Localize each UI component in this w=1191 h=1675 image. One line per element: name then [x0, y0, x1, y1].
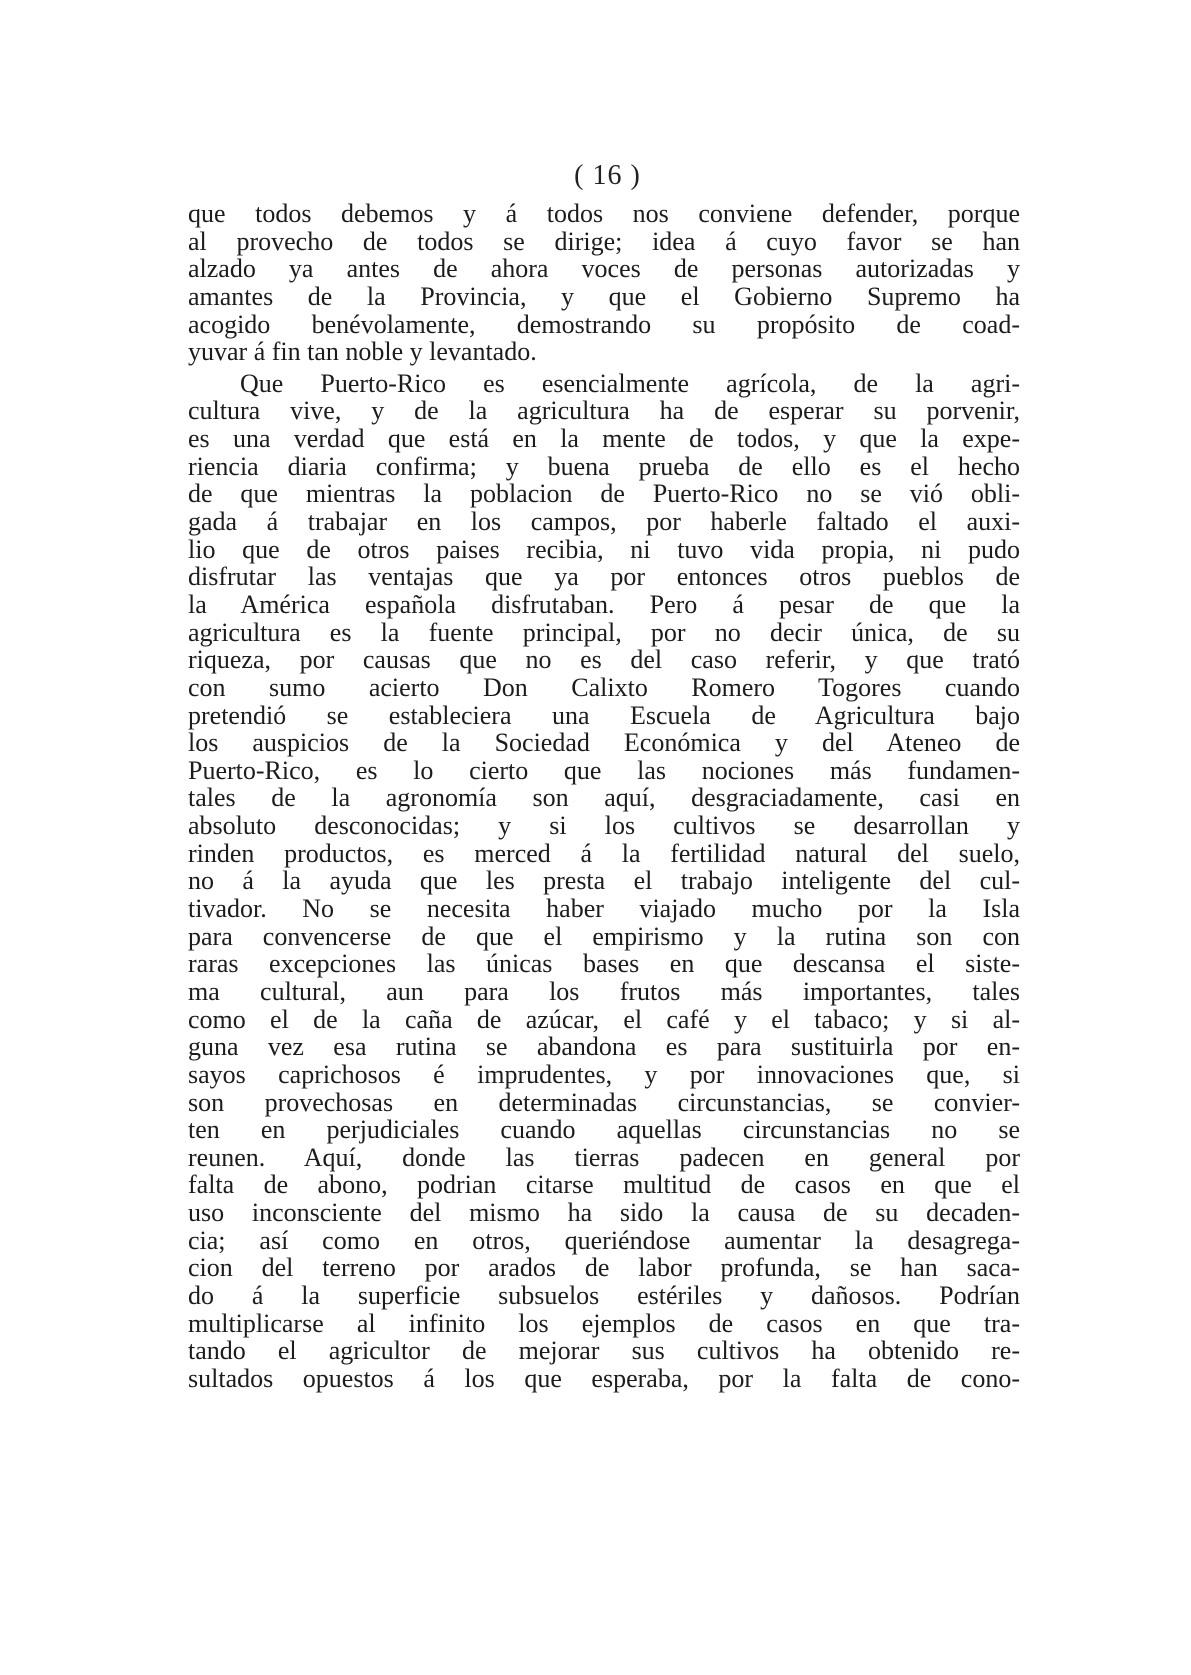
- text-line: de que mientras la poblacion de Puerto-Rico no se vió obli-: [188, 479, 1020, 509]
- text-line: que todos debemos y á todos nos conviene defender, porque: [188, 199, 1020, 228]
- text-line: agricultura es la fuente principal, por no decir única, de su: [188, 617, 1020, 647]
- text-line: disfrutar las ventajas que ya por entonces otros pueblos de: [188, 562, 1020, 592]
- text-line: con sumo acierto Don Calixto Romero Togores cuando: [188, 672, 1020, 702]
- text-line: al provecho de todos se dirige; idea á cuyo favor se han: [188, 226, 1020, 256]
- text-line: acogido benévolamente, demostrando su propósito de coad-: [188, 309, 1020, 339]
- text-line: amantes de la Provincia, y que el Gobierno Supremo ha: [188, 281, 1020, 311]
- text-line: alzado ya antes de ahora voces de personas autorizadas y: [188, 254, 1020, 284]
- text-line: tales de la agronomía son aquí, desgraciadamente, casi en: [188, 783, 1020, 813]
- text-line: Puerto-Rico, es lo cierto que las nociones más fundamen-: [188, 755, 1020, 785]
- text-line: riqueza, por causas que no es del caso referir, y que trató: [188, 645, 1020, 675]
- text-line: gada á trabajar en los campos, por haberle faltado el auxi-: [188, 507, 1020, 537]
- page-number: ( 16 ): [574, 160, 641, 191]
- text-line: guna vez esa rutina se abandona es para sustituirla por en-: [188, 1032, 1020, 1062]
- text-line: pretendió se estableciera una Escuela de Agricultura bajo: [188, 700, 1020, 730]
- text-line: lio que de otros paises recibia, ni tuvo vida propia, ni pudo: [188, 534, 1020, 564]
- text-line: multiplicarse al infinito los ejemplos de casos en que tra-: [188, 1308, 1020, 1338]
- text-line: absoluto desconocidas; y si los cultivos se desarrollan y: [188, 811, 1020, 841]
- text-line: no á la ayuda que les presta el trabajo inteligente del cul-: [188, 866, 1020, 896]
- text-line: ma cultural, aun para los frutos más importantes, tales: [188, 976, 1020, 1006]
- text-line: ten en perjudiciales cuando aquellas circunstancias no se: [188, 1115, 1020, 1145]
- text-line: tivador. No se necesita haber viajado mucho por la Isla: [188, 894, 1020, 924]
- body-text: [188, 200, 1020, 1393]
- text-line: sayos caprichosos é imprudentes, y por innovaciones que, si: [188, 1059, 1020, 1089]
- text-line: rinden productos, es merced á la fertilidad natural del suelo,: [188, 838, 1020, 868]
- text-line: raras excepciones las únicas bases en que descansa el siste-: [188, 949, 1020, 979]
- text-line: riencia diaria confirma; y buena prueba de ello es el hecho: [188, 451, 1020, 481]
- text-line: tando el agricultor de mejorar sus cultivos ha obtenido re-: [188, 1336, 1020, 1366]
- text-line: es una verdad que está en la mente de todos, y que la expe-: [188, 424, 1020, 454]
- text-line: cia; así como en otros, queriéndose aumentar la desagrega-: [188, 1225, 1020, 1255]
- text-line: los auspicios de la Sociedad Económica y del Ateneo de: [188, 728, 1020, 758]
- text-line: para convencerse de que el empirismo y la rutina son con: [188, 921, 1020, 951]
- text-line: do á la superficie subsuelos estériles y dañosos. Podrían: [188, 1280, 1020, 1310]
- text-line: la América española disfrutaban. Pero á pesar de que la: [188, 589, 1020, 619]
- text-line: Que Puerto-Rico es esencialmente agrícola, de la agri-: [240, 368, 1020, 398]
- text-line: son provechosas en determinadas circunstancias, se convier-: [188, 1087, 1020, 1117]
- text-line: uso inconsciente del mismo ha sido la causa de su decaden-: [188, 1198, 1020, 1228]
- text-line: cultura vive, y de la agricultura ha de esperar su porvenir,: [188, 396, 1020, 426]
- text-line: como el de la caña de azúcar, el café y el tabaco; y si al-: [188, 1004, 1020, 1034]
- text-line: cion del terreno por arados de labor profunda, se han saca-: [188, 1253, 1020, 1283]
- text-line: sultados opuestos á los que esperaba, por la falta de cono-: [188, 1363, 1020, 1393]
- text-line: yuvar á fin tan noble y levantado.: [188, 337, 537, 367]
- text-line: falta de abono, podrian citarse multitud de casos en que el: [188, 1170, 1020, 1200]
- text-line: reunen. Aquí, donde las tierras padecen en general por: [188, 1142, 1020, 1172]
